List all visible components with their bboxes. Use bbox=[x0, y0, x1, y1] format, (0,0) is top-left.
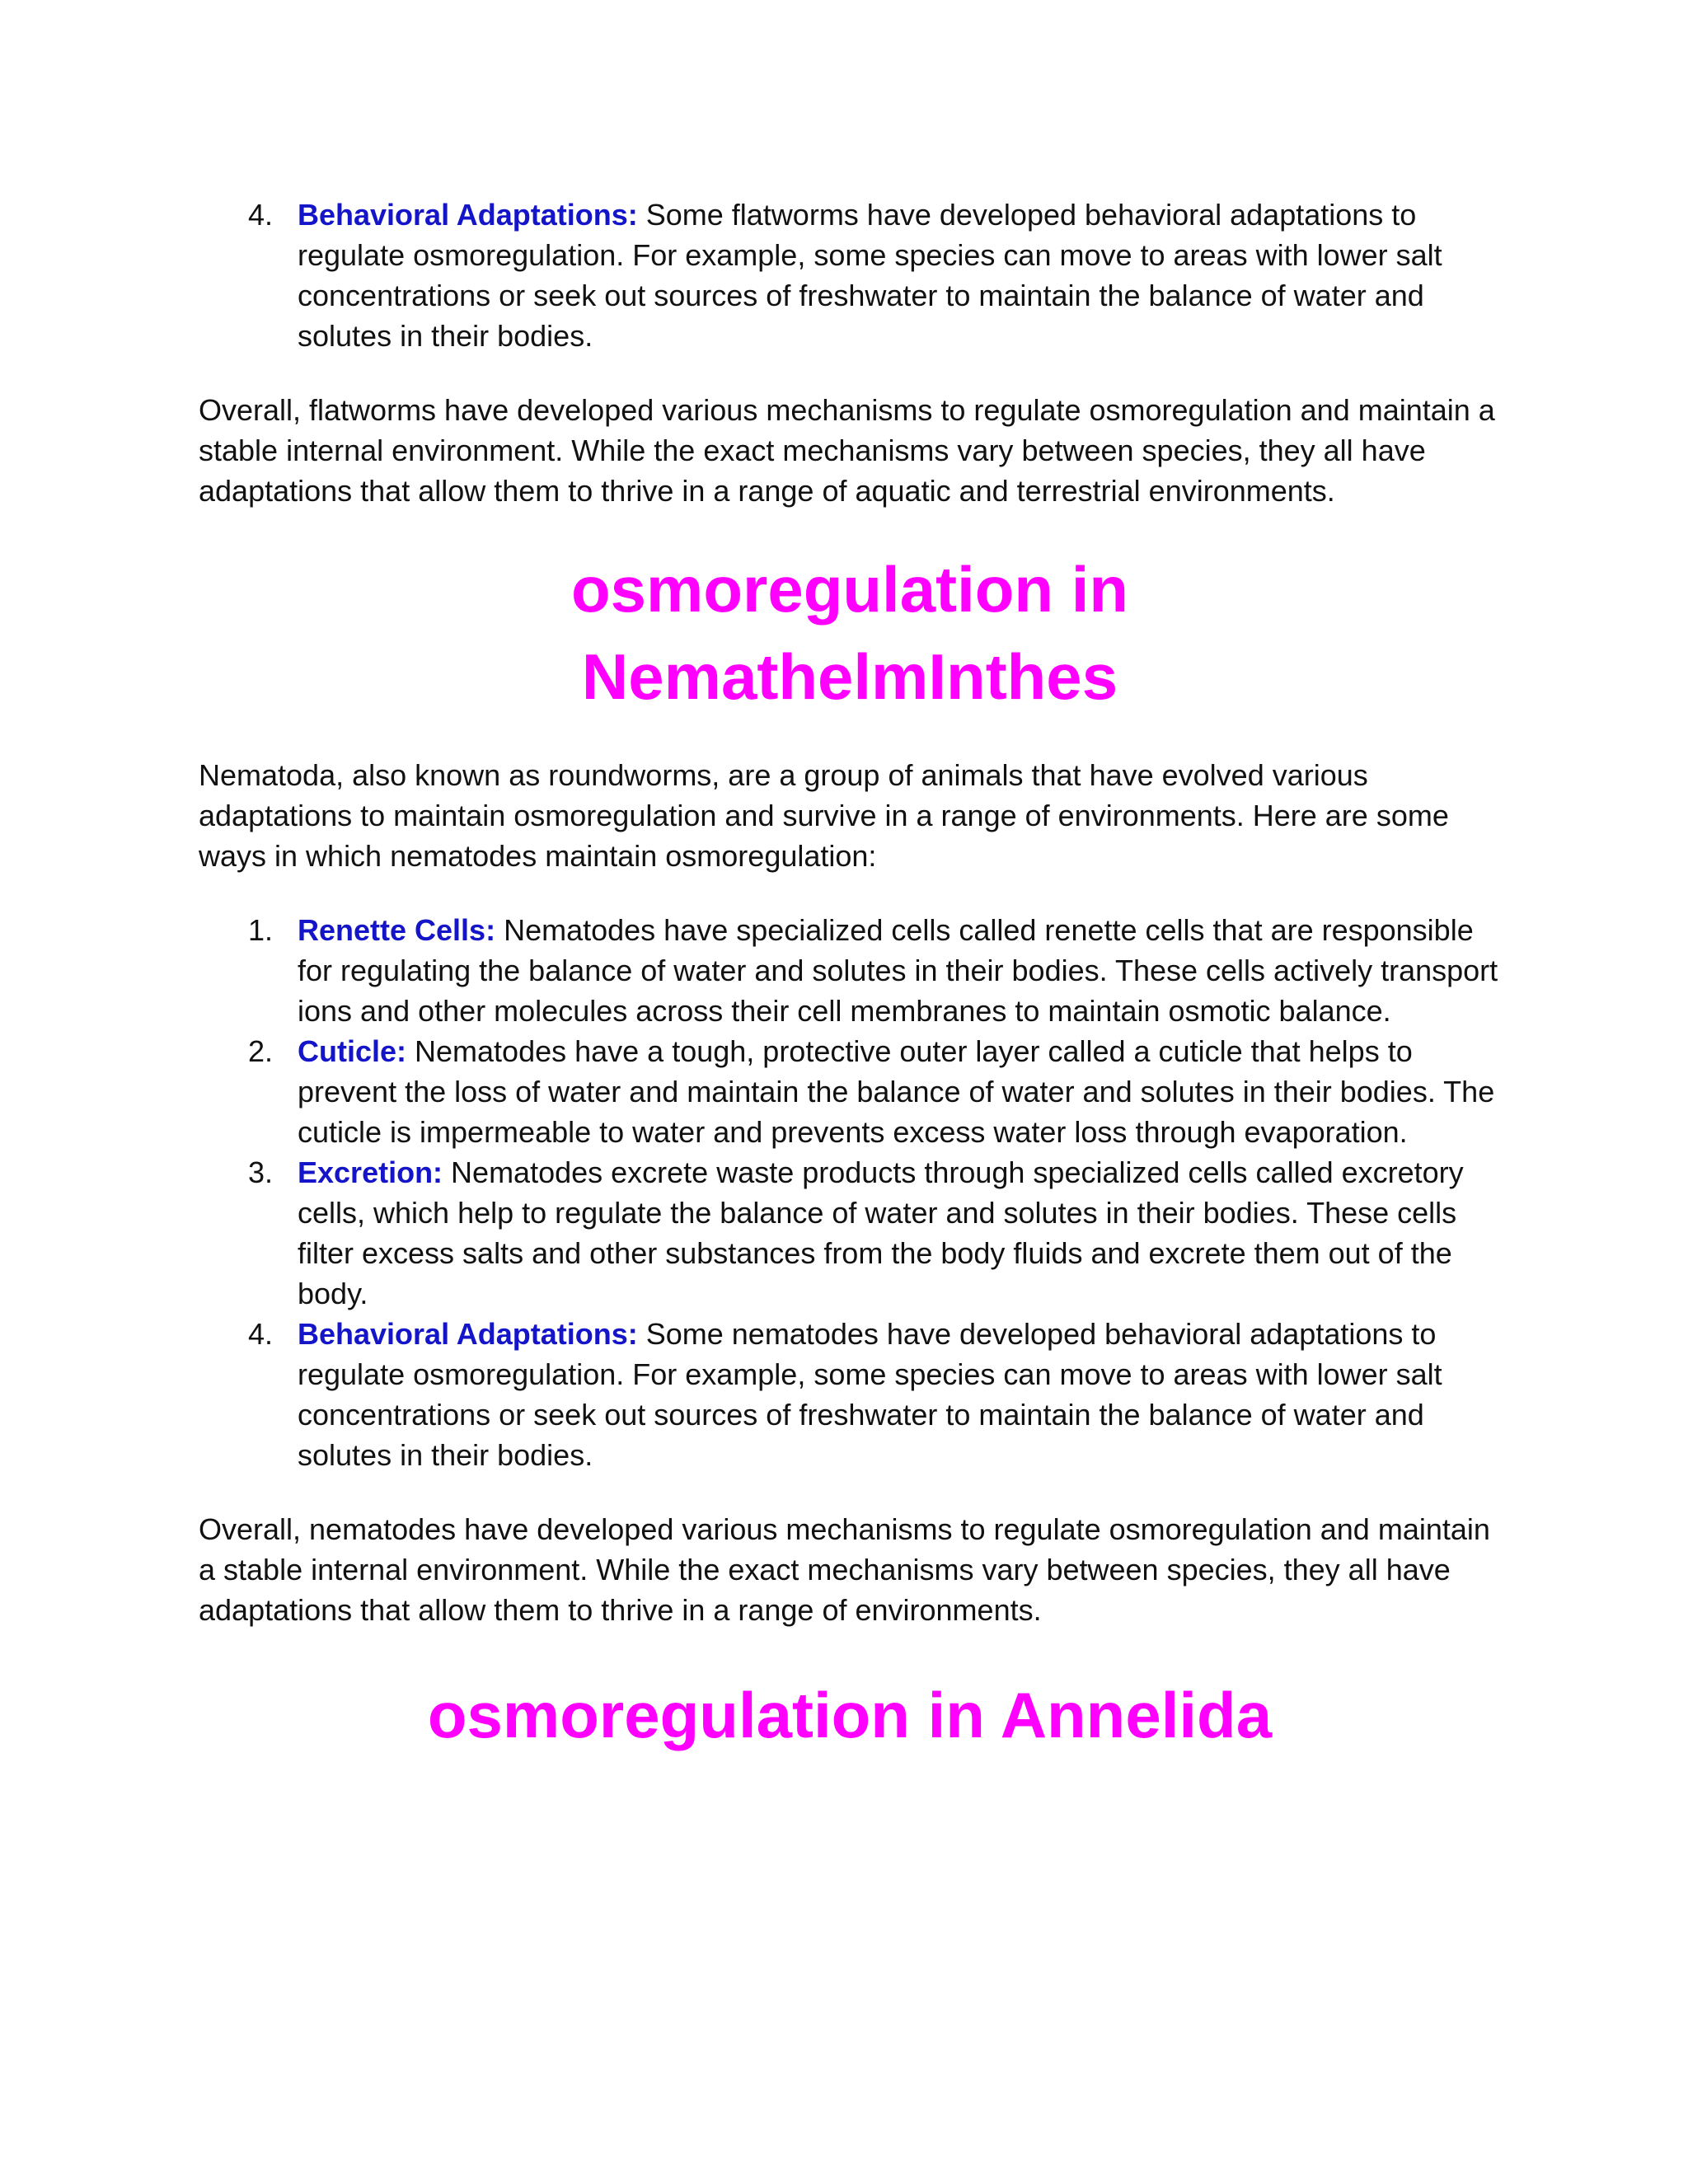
list-number: 3. bbox=[248, 1155, 274, 1189]
list-item bbox=[199, 194, 1501, 356]
nematode-adaptations-list bbox=[199, 910, 1501, 1475]
list-term: Cuticle: bbox=[298, 1034, 407, 1068]
annelida-heading: osmoregulation in Annelida bbox=[427, 1679, 1273, 1751]
list-item bbox=[199, 1314, 1501, 1475]
list-term: Behavioral Adaptations: bbox=[298, 1317, 638, 1351]
list-number: 4. bbox=[248, 1317, 274, 1351]
page-content bbox=[199, 194, 1501, 1759]
nemathelminthes-summary-paragraph: Overall, nematodes have developed various mechanisms to regulate osmoregulation and maintain a stable internal environment. While the exact mechanisms vary between species, they all have adaptations that allow them to thrive in a range of environments. bbox=[199, 1512, 1490, 1627]
nemathelminthes-heading bbox=[199, 546, 1501, 720]
list-term: Behavioral Adaptations: bbox=[298, 198, 638, 232]
list-text: Some nematodes have developed behavioral adaptations to regulate osmoregulation. For example, some species can move to areas with lower salt concentrations or seek out sources of freshwater to maintain the balance of water and solutes in their bodies. bbox=[298, 1317, 1442, 1472]
flatworm-summary-paragraph: Overall, flatworms have developed various mechanisms to regulate osmoregulation and maintain a stable internal environment. While the exact mechanisms vary between species, they all have adaptations that allow them to thrive in a range of aquatic and terrestrial environments. bbox=[199, 393, 1495, 508]
list-term: Excretion: bbox=[298, 1155, 443, 1189]
list-text: Nematodes excrete waste products through specialized cells called excretory cells, which help to regulate the balance of water and solutes in their bodies. These cells filter excess salts and other substances from the body fluids and excrete them out of the body. bbox=[298, 1155, 1464, 1310]
list-text: Some flatworms have developed behavioral adaptations to regulate osmoregulation. For example, some species can move to areas with lower salt concentrations or seek out sources of freshwater to maintain the balance of water and solutes in their bodies. bbox=[298, 198, 1442, 353]
list-item bbox=[199, 1031, 1501, 1152]
list-item bbox=[199, 1152, 1501, 1314]
list-item bbox=[199, 910, 1501, 1031]
list-term: Renette Cells: bbox=[298, 913, 496, 947]
heading-line: NemathelmInthes bbox=[581, 640, 1118, 713]
heading-line: osmoregulation in bbox=[570, 553, 1129, 626]
list-text: Nematodes have a tough, protective outer layer called a cuticle that helps to prevent the loss of water and maintain the balance of water and solutes in their bodies. The cuticle is impermeable to water and prevents excess water loss through evaporation. bbox=[298, 1034, 1495, 1149]
list-number: 1. bbox=[248, 913, 274, 947]
list-number: 2. bbox=[248, 1034, 274, 1068]
nemathelminthes-intro-paragraph: Nematoda, also known as roundworms, are a group of animals that have evolved various adaptations to maintain osmoregulation and survive in a range of environments. Here are some ways in which nematodes maintain osmoregulation: bbox=[199, 758, 1449, 873]
list-number: 4. bbox=[248, 198, 274, 232]
flatworm-adaptations-list bbox=[199, 194, 1501, 356]
list-text: Nematodes have specialized cells called renette cells that are responsible for regulating the balance of water and solutes in their bodies. These cells actively transport ions and other molecules across their cell membranes to maintain osmotic balance. bbox=[298, 913, 1498, 1028]
